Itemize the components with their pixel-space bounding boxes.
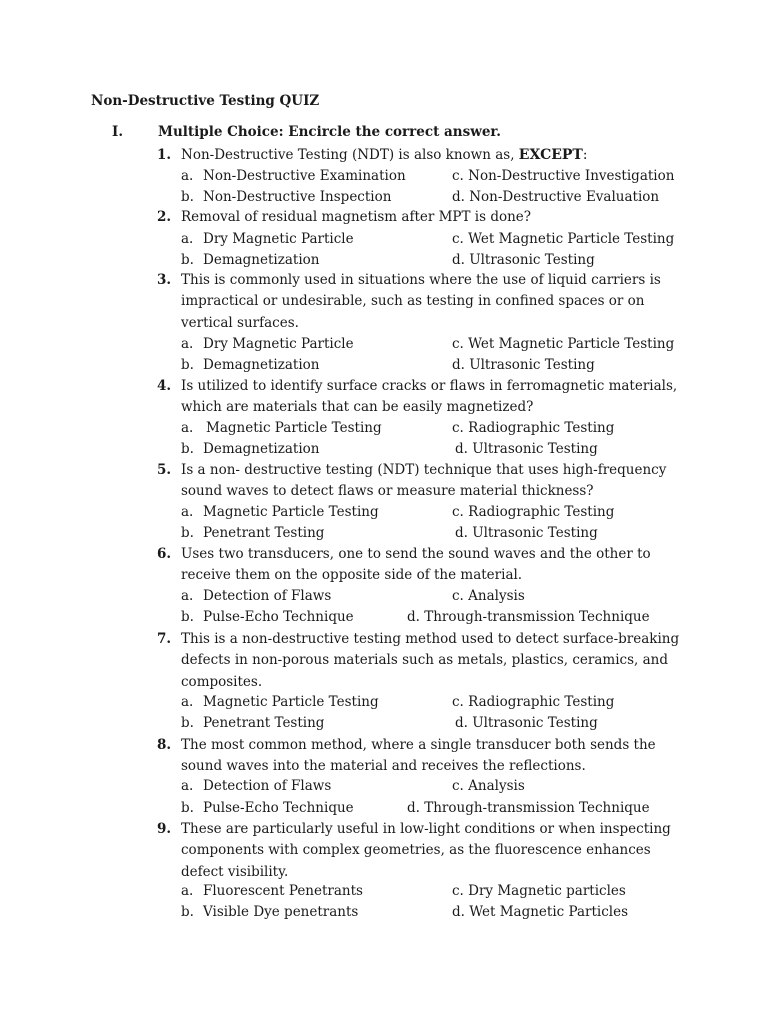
option-c[interactable]: c. Non-Destructive Investigation bbox=[452, 168, 675, 184]
option-letter: b. bbox=[181, 609, 194, 625]
option-row bbox=[0, 334, 768, 355]
question-number: 6. bbox=[157, 546, 172, 562]
section-title: Multiple Choice: Encircle the correct answer. bbox=[158, 124, 501, 140]
option-c[interactable]: c. Wet Magnetic Particle Testing bbox=[452, 336, 675, 352]
option-letter: a. bbox=[181, 231, 194, 247]
option-letter: b. bbox=[181, 357, 194, 373]
question-text: This is commonly used in situations where the use of liquid carriers is impractical or undesirable, such as testing in confined spaces or on vertical surfaces. bbox=[181, 272, 661, 331]
option-d[interactable]: d. Non-Destructive Evaluation bbox=[452, 189, 660, 205]
option-b[interactable]: Non-Destructive Inspection bbox=[203, 189, 392, 205]
option-row bbox=[0, 229, 768, 250]
option-letter: b. bbox=[181, 252, 194, 268]
option-row bbox=[0, 187, 768, 208]
option-row bbox=[0, 798, 768, 819]
option-c[interactable]: c. Analysis bbox=[452, 588, 525, 604]
option-b[interactable]: Pulse-Echo Technique bbox=[203, 609, 354, 625]
option-c[interactable]: c. Dry Magnetic particles bbox=[452, 883, 626, 899]
option-b[interactable]: Demagnetization bbox=[203, 441, 320, 457]
question-text: Is a non- destructive testing (NDT) technique that uses high-frequency sound waves to detect flaws or measure material thickness? bbox=[181, 462, 667, 500]
option-d[interactable]: d. Ultrasonic Testing bbox=[455, 525, 598, 541]
option-d[interactable]: d. Ultrasonic Testing bbox=[452, 252, 595, 268]
option-d[interactable]: d. Ultrasonic Testing bbox=[452, 357, 595, 373]
option-row bbox=[0, 523, 768, 544]
option-b[interactable]: Penetrant Testing bbox=[203, 525, 325, 541]
option-letter: a. bbox=[181, 778, 194, 794]
option-a[interactable]: Magnetic Particle Testing bbox=[206, 420, 382, 436]
option-a[interactable]: Detection of Flaws bbox=[203, 778, 332, 794]
option-letter: a. bbox=[181, 588, 194, 604]
option-d[interactable]: d. Through-transmission Technique bbox=[407, 800, 650, 816]
option-b[interactable]: Visible Dye penetrants bbox=[203, 904, 359, 920]
question-text: Non-Destructive Testing (NDT) is also known as, EXCEPT: bbox=[181, 147, 588, 163]
question-text: Is utilized to identify surface cracks or flaws in ferromagnetic materials, which are materials that can be easily magnetized? bbox=[181, 378, 678, 416]
option-d[interactable]: d. Ultrasonic Testing bbox=[455, 715, 598, 731]
option-a[interactable]: Dry Magnetic Particle bbox=[203, 336, 354, 352]
option-d[interactable]: d. Wet Magnetic Particles bbox=[452, 904, 629, 920]
option-letter: b. bbox=[181, 189, 194, 205]
option-row bbox=[0, 439, 768, 460]
option-a[interactable]: Magnetic Particle Testing bbox=[203, 694, 379, 710]
option-b[interactable]: Pulse-Echo Technique bbox=[203, 800, 354, 816]
option-row bbox=[0, 166, 768, 187]
option-row bbox=[0, 881, 768, 902]
option-letter: b. bbox=[181, 525, 194, 541]
option-row bbox=[0, 586, 768, 607]
question-number: 1. bbox=[157, 147, 172, 163]
option-letter: a. bbox=[181, 168, 194, 184]
option-row bbox=[0, 776, 768, 797]
question-number: 8. bbox=[157, 737, 172, 753]
option-row bbox=[0, 902, 768, 923]
question-number: 7. bbox=[157, 631, 172, 647]
question-text: The most common method, where a single transducer both sends the sound waves into the material and receives the reflections. bbox=[181, 737, 656, 775]
question-text: This is a non-destructive testing method used to detect surface-breaking defects in non-porous materials such as metals, plastics, ceramics, and composites. bbox=[181, 631, 680, 690]
question-text: Removal of residual magnetism after MPT is done? bbox=[181, 209, 532, 225]
option-c[interactable]: c. Radiographic Testing bbox=[452, 420, 615, 436]
option-letter: a. bbox=[181, 336, 194, 352]
question-number: 5. bbox=[157, 462, 172, 478]
option-c[interactable]: c. Radiographic Testing bbox=[452, 694, 615, 710]
option-a[interactable]: Dry Magnetic Particle bbox=[203, 231, 354, 247]
option-letter: b. bbox=[181, 904, 194, 920]
option-row bbox=[0, 250, 768, 271]
question-emphasis: EXCEPT bbox=[518, 147, 583, 163]
option-b[interactable]: Demagnetization bbox=[203, 357, 320, 373]
option-letter: a. bbox=[181, 504, 194, 520]
option-d[interactable]: d. Through-transmission Technique bbox=[407, 609, 650, 625]
question-number: 9. bbox=[157, 821, 172, 837]
section-number: I. bbox=[112, 124, 124, 140]
option-c[interactable]: c. Wet Magnetic Particle Testing bbox=[452, 231, 675, 247]
option-a[interactable]: Non-Destructive Examination bbox=[203, 168, 406, 184]
question-text: Uses two transducers, one to send the sound waves and the other to receive them on the opposite side of the material. bbox=[181, 546, 651, 584]
option-row bbox=[0, 355, 768, 376]
option-letter: a. bbox=[181, 694, 194, 710]
option-row bbox=[0, 418, 768, 439]
question-text: These are particularly useful in low-light conditions or when inspecting components with complex geometries, as the fluorescence enhances defect visibility. bbox=[181, 821, 671, 880]
option-b[interactable]: Demagnetization bbox=[203, 252, 320, 268]
option-row bbox=[0, 713, 768, 734]
page-title: Non-Destructive Testing QUIZ bbox=[91, 93, 320, 109]
option-letter: a. bbox=[181, 883, 194, 899]
option-a[interactable]: Fluorescent Penetrants bbox=[203, 883, 363, 899]
option-row bbox=[0, 692, 768, 713]
question-number: 3. bbox=[157, 272, 172, 288]
option-row bbox=[0, 607, 768, 628]
option-a[interactable]: Magnetic Particle Testing bbox=[203, 504, 379, 520]
option-a[interactable]: Detection of Flaws bbox=[203, 588, 332, 604]
option-letter: b. bbox=[181, 715, 194, 731]
option-b[interactable]: Penetrant Testing bbox=[203, 715, 325, 731]
option-c[interactable]: c. Analysis bbox=[452, 778, 525, 794]
option-letter: a. bbox=[181, 420, 194, 436]
option-c[interactable]: c. Radiographic Testing bbox=[452, 504, 615, 520]
option-row bbox=[0, 502, 768, 523]
question-number: 2. bbox=[157, 209, 172, 225]
option-letter: b. bbox=[181, 800, 194, 816]
question-number: 4. bbox=[157, 378, 172, 394]
option-letter: b. bbox=[181, 441, 194, 457]
option-d[interactable]: d. Ultrasonic Testing bbox=[455, 441, 598, 457]
